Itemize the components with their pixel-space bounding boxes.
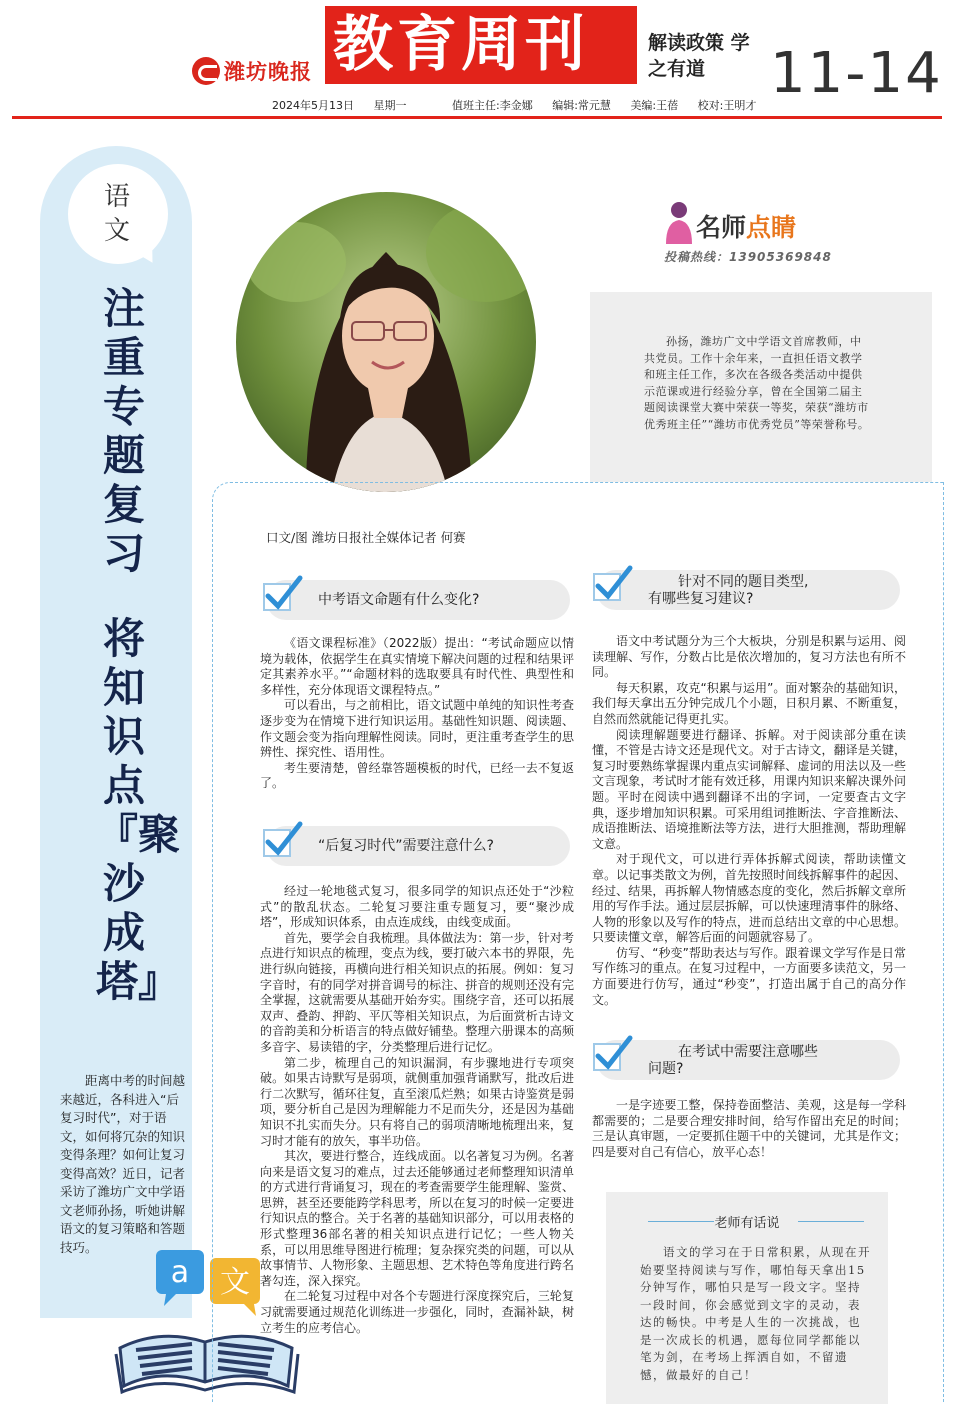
logo-text: 潍坊晚报 <box>224 59 312 84</box>
section-question-4 <box>648 1044 818 1078</box>
tip-text: 语文的学习在于日常积累，从现在开始要坚持阅读与写作，哪怕每天拿出15分钟写作，哪怕只是写一段文字。坚持一段时间，你会感觉到文字的灵动，表达的畅快。中考是人生的一次挑战，也是一次成长的机遇，愿每位同学都能以笔为剑，在考场上挥洒自如，不留遗憾，做最好的自己！ <box>640 1245 871 1382</box>
editor: 编辑:常元慧 <box>552 99 611 112</box>
section-header-4 <box>596 1040 900 1080</box>
letter-wen: 文 <box>220 1265 250 1300</box>
submission-hotline: 投稿热线：13905369848 <box>664 250 832 264</box>
section-header-1 <box>266 580 570 620</box>
badge-title-a: 名师 <box>696 213 747 242</box>
page-range: 11-14 <box>770 41 943 106</box>
issue-meta <box>272 97 772 113</box>
paragraph: 对于现代文，可以进行弄体拆解式阅读，帮助读懂文章。以记事类散文为例，首先按照时间线拆解事件的起因、经过、结果，再拆解人物情感态度的变化，然后拆解文章所用的写作手法。通过层层拆解，可以快速理清事件的脉络、人物的形象以及写作的特点，进而总结出文章的中心思想。只要读懂文章，解答后面的问题就容易了。 <box>592 852 906 945</box>
section-body-1 <box>260 636 574 792</box>
art-editor: 美编:王蓓 <box>630 99 679 112</box>
letter-a-icon <box>156 1250 204 1306</box>
section-title: 教育周刊 <box>333 10 589 80</box>
teacher-figure-icon <box>662 200 696 244</box>
issue-weekday: 星期一 <box>373 99 407 112</box>
section-body-3 <box>592 634 906 1008</box>
paragraph: 其次，要进行整合，连线成面。以名著复习为例。名著向来是语文复习的难点，过去还能够通过老师整理知识清单的方式进行背诵复习，现在的考查需要学生能理解、鉴赏、思辨，甚至还要能跨学科思考，所以在复习的时候一定要进行知识点的整合。关于名著的基础知识部分，可以用表格的形式整理36部名著的相关知识点进行记忆；一些人物关系，可以用思维导图进行梳理；复杂探究类的问题，可以从故事情节、人物形象、主题思想、艺术特色等角度进行跨名著勾连，深入探究。 <box>260 1149 574 1288</box>
section-question-2: “后复习时代”需要注意什么? <box>318 838 494 854</box>
section-question-3 <box>648 574 808 608</box>
article-lead: 距离中考的时间越来越近，各科进入“后复习时代”，对于语文，如何将冗杂的知识变得条理？如何让复习变得高效？近日，记者采访了潍坊广文中学语文老师孙扬，听她讲解语文的复习策略和答题技巧。 <box>60 1073 186 1255</box>
issue-date: 2024年5月13日 <box>272 99 354 112</box>
teacher-bio: 孙扬，潍坊广文中学语文首席教师，中共党员。工作十余年来，一直担任语文教学和班主任工作，多次在各级各类活动中提供示范课或进行经验分享，曾在全国第二届主题阅读课堂大赛中荣获一等奖，荣获“潍坊市优秀班主任”“潍坊市优秀党员”等荣誉称号。 <box>644 335 870 431</box>
checkmark-icon <box>592 1032 634 1076</box>
section-slogan: 解读政策 学之有道 <box>648 32 750 80</box>
famous-teacher-badge <box>696 208 796 244</box>
paragraph: 语文中考试题分为三个大板块，分别是积累与运用、阅读理解、写作，分数占比是依次增加的，复习方法也有所不同。 <box>592 634 906 680</box>
headline-part-2: 将知识点『聚沙成塔』 <box>96 614 181 1006</box>
tip-title: 老师有话说 <box>606 1212 888 1231</box>
question-line-2: 问题? <box>648 1061 684 1077</box>
question-line-1: 针对不同的题目类型, <box>678 574 809 590</box>
paragraph: 仿写、“秒变”帮助表达与写作。跟着课文学写作是日常写作练习的重点。在复习过程中，一方面要多读范文，另一方面要进行仿写，通过“秒变”，打造出属于自己的高分作文。 <box>592 945 906 1007</box>
checkmark-icon <box>262 572 304 616</box>
newspaper-logo[interactable] <box>192 56 312 86</box>
paragraph: 考生要清楚，曾经靠答题模板的时代，已经一去不复返了。 <box>260 760 574 791</box>
section-body-4 <box>592 1098 906 1160</box>
logo-icon <box>192 57 220 85</box>
teacher-portrait <box>236 192 536 492</box>
paragraph: 《语文课程标准》（2022版）提出：“考试命题应以情境为载体，依据学生在真实情境下解决问题的过程和结果评定其素养水平。”“命题材料的选取要具有时代性、典型性和多样性，充分体现语文课程特点。” <box>260 636 574 697</box>
section-header-3 <box>596 570 900 610</box>
paragraph: 阅读理解题要进行翻译、拆解。对于阅读部分重在读懂，不管是古诗文还是现代文。对于古诗文，翻译是关键，复习时要熟练掌握课内重点实词解释、虚词的用法以及一些文言现象，考试时才能有效迁移，用课内知识来解决课外问题。平时在阅读中遇到翻译不出的字词，一定要查古文字典，逐步增加知识积累。可采用组词推断法、字音推断法、成语推断法、语境推断法等方法，进行大胆推测，帮助理解文意。 <box>592 727 906 851</box>
section-body-2 <box>260 884 574 1336</box>
paragraph: 在二轮复习过程中对各个专题进行深度探究后，三轮复习就需要通过规范化训练进一步强化，同时，查漏补缺，树立考生的应考信心。 <box>260 1289 574 1335</box>
section-header-2 <box>266 826 570 866</box>
paragraph: 一是字迹要工整，保持卷面整洁、美观，这是每一学科都需要的；二是要合理安排时间，给写作留出充足的时间；三是认真审题，一定要抓住题干中的关键词，尤其是作文；四是要对自己有信心，放平心态！ <box>592 1098 906 1159</box>
paragraph: 每天积累，攻克“积累与运用”。面对繁杂的基础知识，我们每天拿出五分钟完成几个小题，日积月累、不断重复，自然而然就能记得更扎实。 <box>592 680 906 726</box>
question-line-1: 在考试中需要注意哪些 <box>678 1044 818 1060</box>
editor-in-charge: 值班主任:李金娜 <box>452 99 533 112</box>
section-title-block <box>325 6 637 84</box>
badge-title-b: 点睛 <box>746 213 797 242</box>
subject-label: 语文 <box>104 182 131 246</box>
masthead <box>0 0 955 120</box>
checkmark-icon <box>592 562 634 606</box>
paragraph: 经过一轮地毯式复习，很多同学的知识点还处于“沙粒式”的散乱状态。二轮复习要注重专题复习，要“聚沙成塔”，形成知识体系，由点连成线，由线变成面。 <box>260 884 574 930</box>
paragraph: 第二步，梳理自己的知识漏洞，有步骤地进行专项突破。如果古诗默写是弱项，就侧重加强背诵默写，批改后进行二次默写，循环往复，直至滚瓜烂熟；如果古诗鉴赏是弱项，要分析自己是因为理解能力不足而失分，还是因为基础知识不扎实而失分。只有将自己的弱项清晰地梳理出来，复习时才能有的放矢，事半功倍。 <box>260 1055 574 1148</box>
paragraph: 首先，要学会自我梳理。具体做法为：第一步，针对考点进行知识点的梳理，变点为线，要打破六本书的界限，先进行纵向链接，再横向进行相关知识点的拓展。例如：复习字音时，有的同学对拼音调号的标注、拼音的规则还没有完全掌握，这就需要从基础开始夯实。围绕字音，还可以拓展双声、叠韵、押韵、平仄等相关知识点，为后面赏析古诗文的音韵美和分析语言的特点做好铺垫。整理六册课本的高频多音字、易读错的字，分类整理后进行记忆。 <box>260 930 574 1054</box>
byline: 口文/图 潍坊日报社全媒体记者 何赛 <box>266 530 466 545</box>
section-question-1: 中考语文命题有什么变化? <box>318 592 480 608</box>
letter-a: a <box>170 1255 190 1290</box>
question-line-2: 有哪些复习建议? <box>648 591 754 607</box>
proofreader: 校对:王明才 <box>697 99 757 112</box>
paragraph: 可以看出，与之前相比，语文试题中单纯的知识性考查逐步变为在情境下进行知识运用。基础性知识题、阅读题、作文题会变为指向理解性阅读。同时，更注重考查学生的思辨性、探究性、语用性。 <box>260 698 574 760</box>
checkmark-icon <box>262 818 304 862</box>
masthead-rule <box>12 116 942 119</box>
article-headline <box>96 284 181 1006</box>
headline-part-1: 注重专题复习 <box>102 284 145 578</box>
